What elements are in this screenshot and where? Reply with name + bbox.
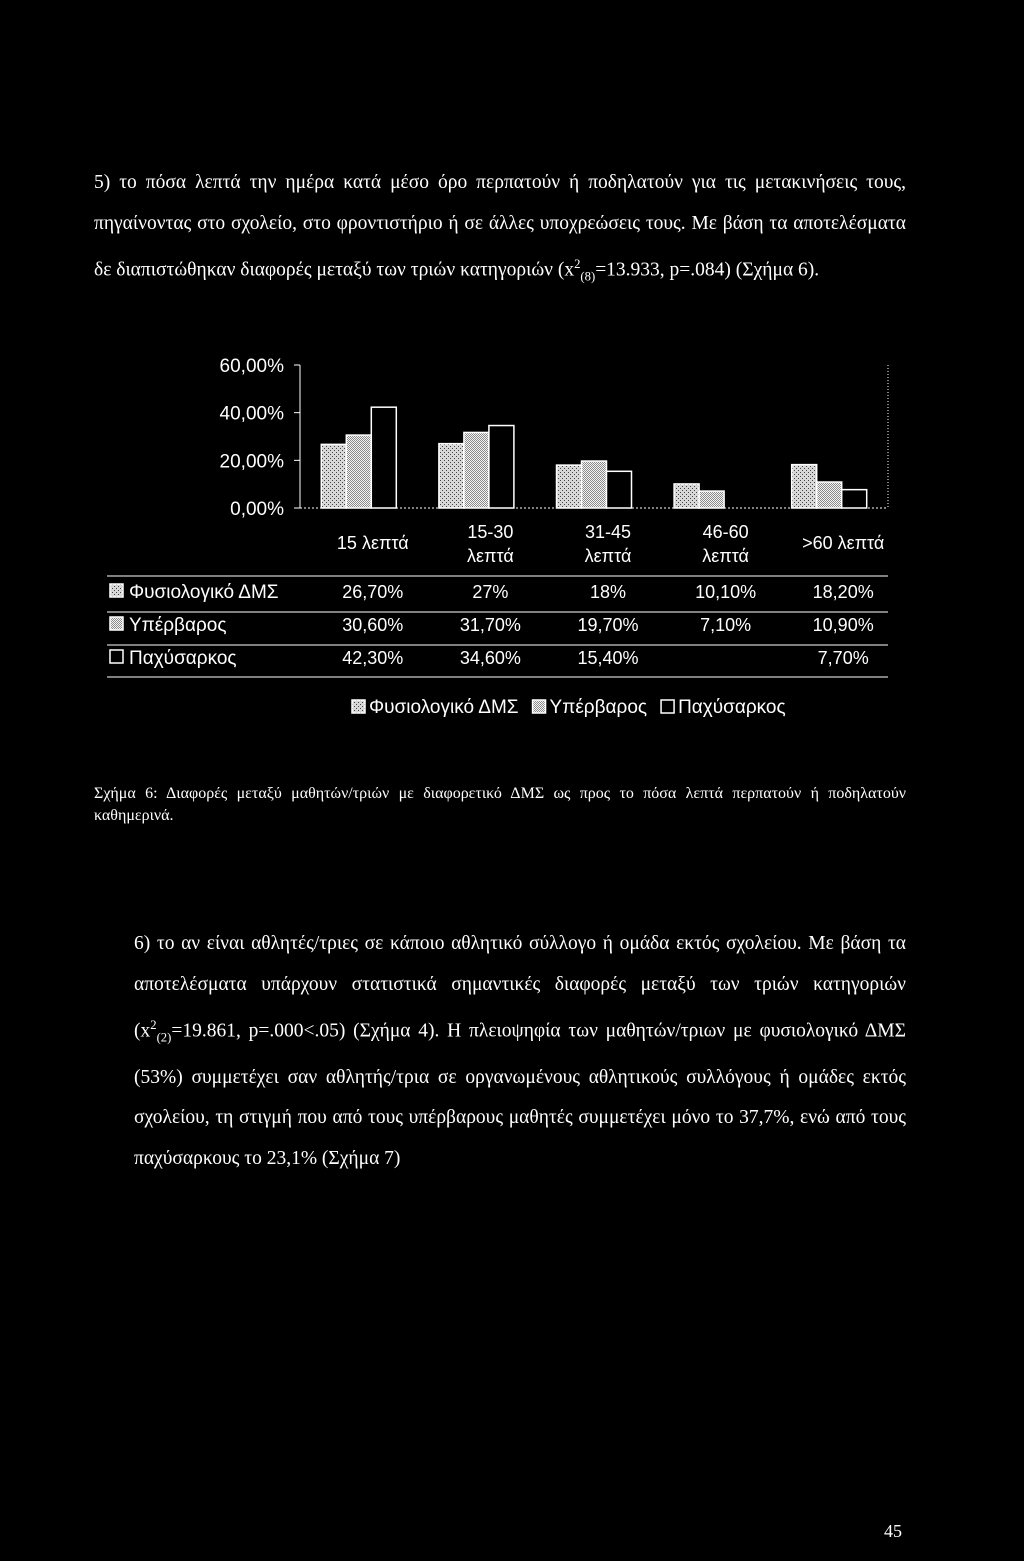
table-row-swatch	[110, 617, 123, 630]
legend-label: Υπέρβαρος	[549, 697, 648, 718]
page-number: 45	[884, 1521, 902, 1541]
bar-2-5	[817, 482, 842, 508]
figure-6-chart	[0, 0, 1024, 760]
category-label: 46-60 λεπτά	[702, 522, 749, 566]
bar-1-1	[321, 444, 346, 508]
table-cell: 7,10%	[700, 615, 752, 635]
bar-3-1	[371, 407, 396, 508]
category-label: 15-30 λεπτά	[467, 522, 514, 566]
paragraph-6-text: 6) το αν είναι αθλητές/τριες σε κάποιο αθλητικό σύλλογο ή ομάδα εκτός σχολείου. Με βάση τα αποτελέσματα υπάρχουν στατιστικά σημαντικές διαφορές μεταξύ των τριών κατηγοριών (x	[134, 933, 906, 1042]
bar-2-2	[464, 432, 489, 508]
bar-2-3	[582, 461, 607, 508]
figure-6-caption: Σχήμα 6: Διαφορές μεταξύ μαθητών/τριών με διαφορετικό ΔΜΣ ως προς το πόσα λεπτά περπατούν ή ποδηλατούν καθημερινά.	[94, 785, 906, 824]
paragraph-6	[134, 924, 906, 1179]
legend-swatch	[533, 700, 546, 713]
chi-square-superscript: 2	[574, 257, 581, 271]
legend-swatch	[661, 700, 674, 713]
table-cell: 10,90%	[812, 615, 874, 635]
y-tick-label: 60,00%	[219, 356, 284, 377]
paragraph-5	[94, 163, 906, 297]
degrees-of-freedom-2: (2)	[156, 1030, 172, 1045]
table-cell: 27%	[472, 582, 509, 602]
category-label: 15 λεπτά	[336, 533, 409, 553]
bar-2-1	[346, 435, 371, 508]
category-label: 31-45 λεπτά	[584, 522, 632, 566]
table-row-label: Υπέρβαρος	[129, 615, 227, 636]
bar-1-2	[439, 444, 464, 508]
table-cell: 30,60%	[342, 615, 404, 635]
table-cell: 7,70%	[817, 648, 869, 668]
bar-3-5	[842, 490, 867, 508]
category-label: >60 λεπτά	[802, 533, 885, 553]
bar-3-3	[607, 471, 632, 508]
legend-label: Φυσιολογικό ΔΜΣ	[369, 697, 519, 718]
paragraph-5-stats: =13.933, p=.084) (Σχήμα 6).	[595, 259, 820, 281]
table-cell: 18,20%	[812, 582, 874, 602]
table-cell: 19,70%	[577, 615, 639, 635]
bar-1-5	[792, 465, 817, 508]
table-cell: 10,10%	[695, 582, 757, 602]
table-cell: 15,40%	[577, 648, 639, 668]
y-tick-label: 40,00%	[219, 403, 284, 425]
table-cell: 34,60%	[459, 648, 521, 668]
y-tick-label: 0,00%	[230, 499, 284, 520]
table-row-label: Φυσιολογικό ΔΜΣ	[129, 582, 279, 603]
paragraph-6-stats: =19.861, p=.000<.05) (Σχήμα 4). Η πλειοψηφία των μαθητών/τριων με φυσιολογικό ΔΜΣ (53%) συμμετέχει σαν αθλητής/τρια σε οργανωμένους αθλητικούς συλλόγους ή ομάδες εκτός σχολείου, τη στιγμή που από τους υπέρβαρους μαθητές συμμετέχει μόνο το 37,7%, ενώ από τους παχύσαρκους το 23,1% (Σχήμα 7)	[134, 1020, 906, 1169]
legend-label: Παχύσαρκος	[678, 697, 786, 718]
table-row-swatch	[110, 650, 123, 663]
legend-swatch	[352, 700, 365, 713]
table-cell: 26,70%	[342, 582, 404, 602]
y-tick-label: 20,00%	[219, 451, 284, 473]
degrees-of-freedom: (8)	[580, 269, 596, 284]
table-row-swatch	[110, 584, 123, 597]
bar-2-4	[699, 491, 724, 508]
chi-square-superscript-2: 2	[150, 1018, 157, 1032]
table-row-label: Παχύσαρκος	[129, 648, 237, 669]
bar-chart-with-table	[0, 0, 1024, 760]
paragraph-5-text: 5) το πόσα λεπτά την ημέρα κατά μέσο όρο περπατούν ή ποδηλατούν για τις μετακινήσεις τους, πηγαίνοντας στο σχολείο, στο φροντιστήριο ή σε άλλες υποχρεώσεις τους. Με βάση τα αποτελέσματα δε διαπιστώθηκαν διαφορές μεταξύ των τριών κατηγοριών (x	[94, 172, 906, 281]
bar-1-3	[557, 465, 582, 508]
table-cell: 31,70%	[459, 615, 521, 635]
bar-1-4	[674, 484, 699, 508]
table-cell: 42,30%	[342, 648, 404, 668]
bar-3-2	[489, 426, 514, 508]
table-cell: 18%	[589, 582, 627, 602]
